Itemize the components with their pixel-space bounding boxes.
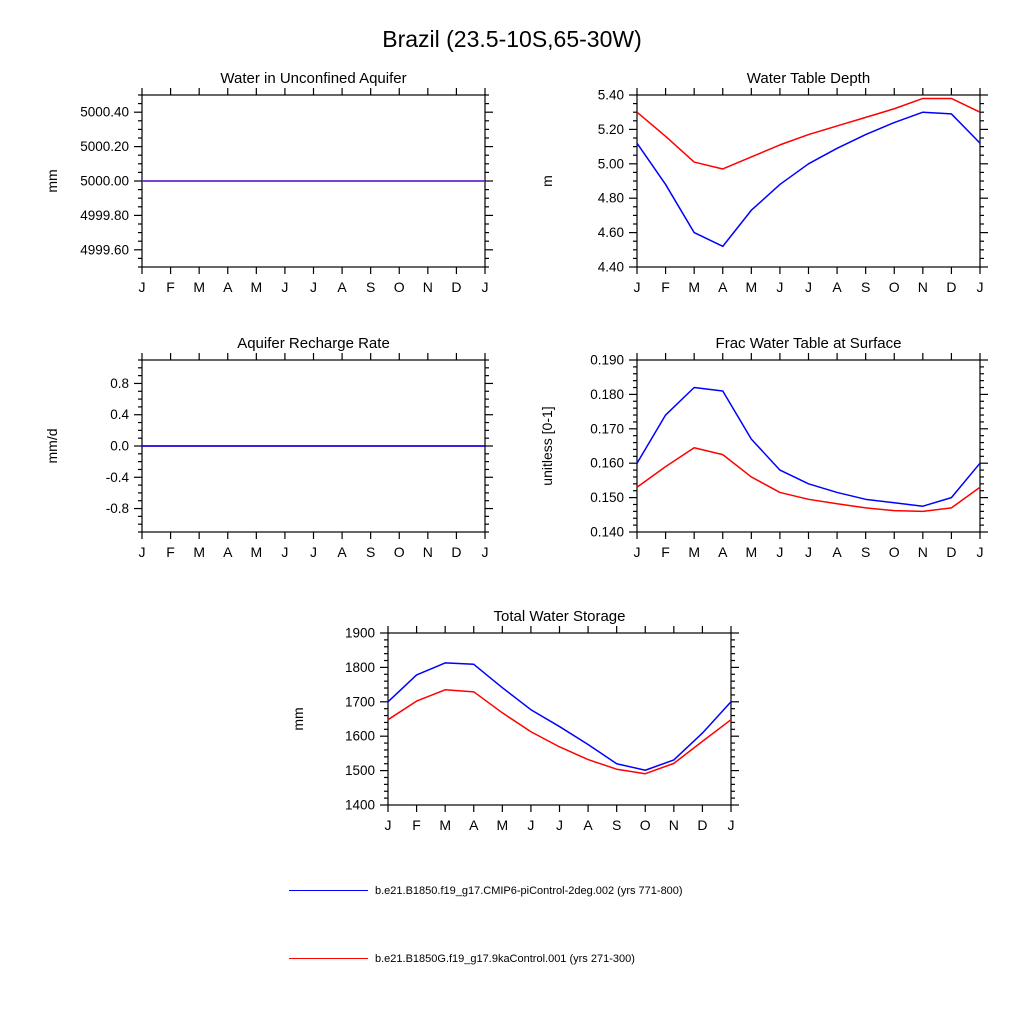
panel-frac-water-table-at-surface: [525, 328, 995, 573]
x-tick-label: J: [805, 544, 812, 560]
x-tick-label: J: [805, 279, 812, 295]
x-tick-label: A: [832, 544, 842, 560]
series-line-1: [637, 98, 980, 169]
x-tick-label: D: [451, 279, 462, 295]
x-tick-label: S: [611, 817, 622, 833]
x-tick-label: O: [639, 817, 651, 833]
x-tick-label: J: [310, 279, 317, 295]
y-tick-label: 5000.20: [80, 139, 129, 155]
x-tick-label: A: [223, 544, 233, 560]
x-tick-label: A: [337, 279, 347, 295]
y-tick-label: 1700: [344, 694, 375, 710]
x-tick-label: J: [281, 279, 289, 295]
x-tick-label: F: [412, 817, 421, 833]
x-tick-label: A: [469, 817, 479, 833]
y-tick-label: 0.190: [590, 352, 624, 368]
x-tick-label: M: [688, 279, 701, 295]
x-tick-label: M: [193, 544, 206, 560]
legend-line-red: [289, 958, 368, 959]
y-tick-label: 0.170: [590, 421, 624, 437]
x-tick-label: N: [917, 279, 928, 295]
x-tick-label: M: [250, 279, 263, 295]
chart-canvas-total-water-storage: [276, 601, 746, 846]
chart-title: Water in Unconfined Aquifer: [220, 70, 407, 87]
y-tick-label: 4.80: [597, 190, 624, 206]
chart-canvas-aquifer-recharge-rate: [30, 328, 500, 573]
x-tick-label: J: [310, 544, 317, 560]
y-tick-label: -0.8: [105, 501, 129, 517]
x-tick-label: D: [946, 544, 957, 560]
x-tick-label: F: [661, 544, 670, 560]
x-tick-label: J: [633, 279, 641, 295]
panel-water-in-unconfined-aquifer: [30, 63, 500, 308]
chart-canvas-water-in-unconfined-aquifer: [30, 63, 500, 308]
x-tick-label: A: [583, 817, 593, 833]
y-tick-label: 5.00: [597, 156, 624, 172]
plot-frame: [388, 633, 731, 805]
x-tick-label: S: [365, 544, 376, 560]
x-tick-label: N: [422, 544, 433, 560]
x-tick-label: A: [337, 544, 347, 560]
x-tick-label: J: [481, 279, 489, 295]
chart-canvas-frac-water-table-at-surface: [525, 328, 995, 573]
legend-label: b.e21.B1850.f19_g17.CMIP6-piControl-2deg.002 (yrs 771-800): [375, 884, 683, 897]
x-tick-label: J: [633, 544, 641, 560]
legend-item-9kacontrol: [289, 952, 635, 965]
x-tick-label: S: [860, 279, 871, 295]
series-line-0: [637, 112, 980, 246]
x-tick-label: O: [393, 279, 405, 295]
x-tick-label: J: [776, 279, 784, 295]
x-tick-label: J: [527, 817, 535, 833]
x-tick-label: J: [481, 544, 489, 560]
y-tick-label: 4.60: [597, 225, 624, 241]
x-tick-label: F: [166, 544, 175, 560]
x-tick-label: M: [193, 279, 206, 295]
x-tick-label: A: [718, 544, 728, 560]
series-line-1: [637, 448, 980, 512]
panel-total-water-storage: [276, 601, 746, 846]
chart-title: Frac Water Table at Surface: [715, 335, 902, 352]
x-tick-label: M: [250, 544, 263, 560]
x-tick-label: O: [393, 544, 405, 560]
y-tick-label: 1600: [344, 728, 375, 744]
y-tick-label: 0.0: [110, 438, 129, 454]
legend-line-blue: [289, 890, 368, 891]
x-tick-label: J: [776, 544, 784, 560]
plot-frame: [637, 360, 980, 532]
y-axis-label: mm: [44, 169, 60, 193]
chart-title: Total Water Storage: [493, 608, 626, 625]
y-tick-label: 5.40: [597, 87, 624, 103]
x-tick-label: M: [745, 544, 758, 560]
x-tick-label: D: [946, 279, 957, 295]
x-tick-label: M: [745, 279, 758, 295]
panel-aquifer-recharge-rate: [30, 328, 500, 573]
y-tick-label: 1500: [344, 763, 375, 779]
x-tick-label: S: [365, 279, 376, 295]
x-tick-label: F: [166, 279, 175, 295]
x-tick-label: J: [138, 279, 146, 295]
x-tick-label: J: [976, 279, 984, 295]
y-tick-label: 4.40: [597, 259, 624, 275]
x-tick-label: J: [384, 817, 392, 833]
x-tick-label: A: [223, 279, 233, 295]
y-tick-label: 5000.40: [80, 104, 129, 120]
y-tick-label: 0.8: [110, 375, 129, 391]
page-title: Brazil (23.5-10S,65-30W): [382, 26, 642, 52]
y-axis-label: m: [539, 175, 555, 187]
x-tick-label: O: [888, 544, 900, 560]
x-tick-label: N: [422, 279, 433, 295]
panel-water-table-depth: [525, 63, 995, 308]
x-tick-label: O: [888, 279, 900, 295]
x-tick-label: A: [718, 279, 728, 295]
y-tick-label: 1800: [344, 659, 375, 675]
series-line-0: [388, 663, 731, 770]
plot-frame: [637, 95, 980, 267]
y-tick-label: -0.4: [105, 469, 129, 485]
y-tick-label: 4999.80: [80, 207, 129, 223]
x-tick-label: A: [832, 279, 842, 295]
x-tick-label: S: [860, 544, 871, 560]
chart-title: Aquifer Recharge Rate: [237, 335, 390, 352]
y-axis-label: unitless [0-1]: [539, 406, 555, 486]
x-tick-label: J: [727, 817, 735, 833]
x-tick-label: D: [451, 544, 462, 560]
y-axis-label: mm: [290, 707, 306, 731]
legend-label: b.e21.B1850G.f19_g17.9kaControl.001 (yrs 271-300): [375, 952, 635, 965]
y-tick-label: 5.20: [597, 121, 624, 137]
y-tick-label: 0.4: [110, 407, 129, 423]
y-tick-label: 0.150: [590, 490, 624, 506]
chart-title: Water Table Depth: [746, 70, 871, 87]
y-tick-label: 5000.00: [80, 173, 129, 189]
x-tick-label: N: [668, 817, 679, 833]
x-tick-label: J: [281, 544, 289, 560]
y-tick-label: 4999.60: [80, 242, 129, 258]
x-tick-label: M: [439, 817, 452, 833]
x-tick-label: J: [556, 817, 563, 833]
y-axis-label: mm/d: [44, 428, 60, 464]
series-line-0: [637, 388, 980, 507]
y-tick-label: 1900: [344, 625, 375, 641]
series-line-1: [388, 690, 731, 774]
y-tick-label: 0.160: [590, 455, 624, 471]
x-tick-label: M: [688, 544, 701, 560]
y-tick-label: 0.180: [590, 386, 624, 402]
x-tick-label: J: [976, 544, 984, 560]
y-tick-label: 0.140: [590, 524, 624, 540]
x-tick-label: M: [496, 817, 509, 833]
x-tick-label: D: [697, 817, 708, 833]
x-tick-label: J: [138, 544, 146, 560]
chart-canvas-water-table-depth: [525, 63, 995, 308]
x-tick-label: F: [661, 279, 670, 295]
legend-item-picontrol: [289, 884, 683, 897]
y-tick-label: 1400: [344, 797, 375, 813]
x-tick-label: N: [917, 544, 928, 560]
